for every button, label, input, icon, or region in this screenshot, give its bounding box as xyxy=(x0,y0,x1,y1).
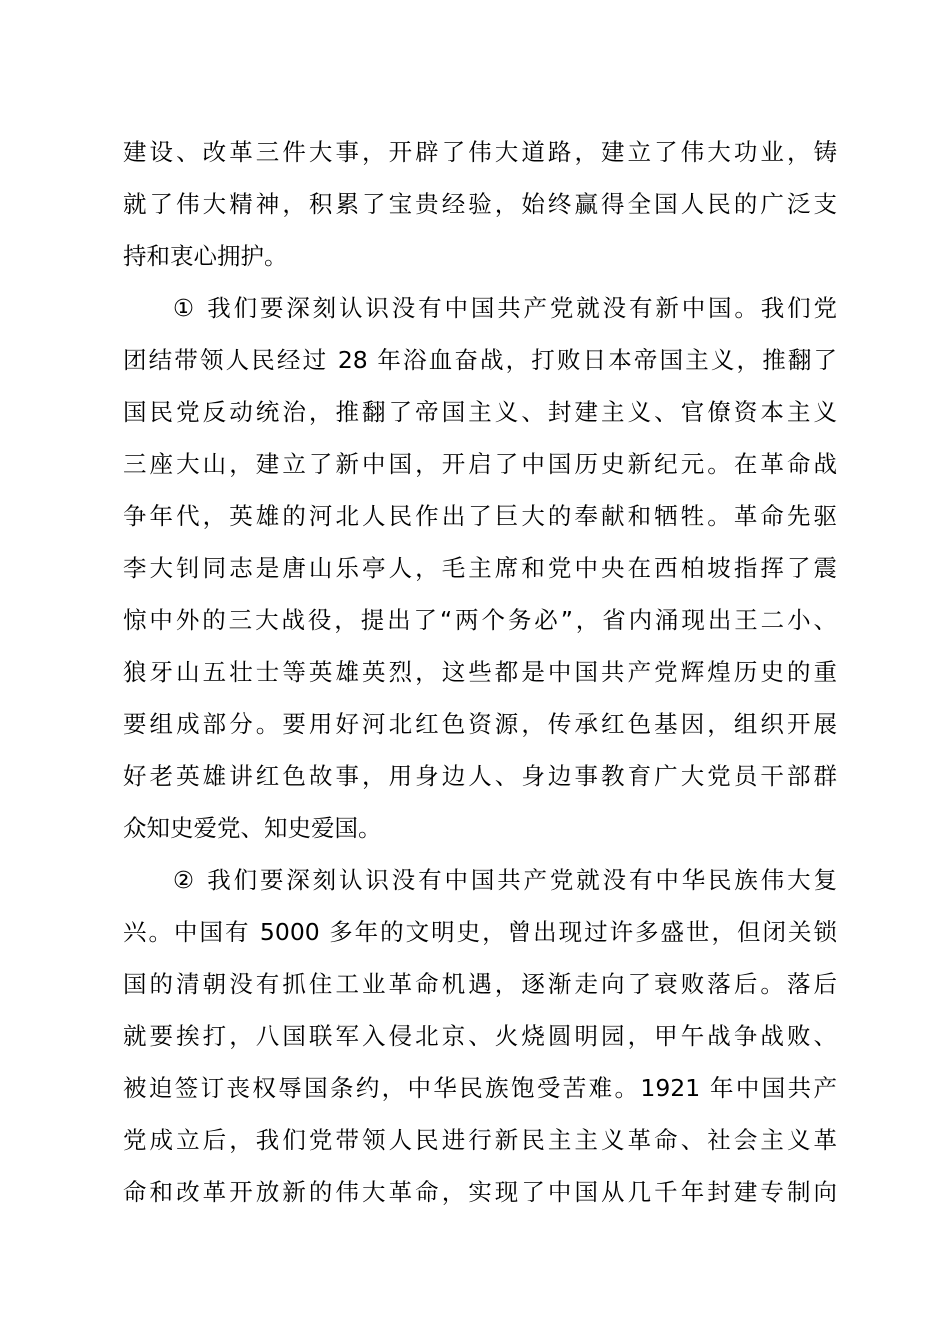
text-line: 党成立后，我们党带领人民进行新民主主义革命、社会主义革 xyxy=(123,1126,837,1154)
paragraph-1 xyxy=(123,126,837,282)
text-line: 李大钊同志是唐山乐亭人，毛主席和党中央在西柏坡指挥了震 xyxy=(123,554,837,582)
text-line: 命和改革开放新的伟大革命，实现了中国从几千年封建专制向 xyxy=(123,1178,837,1206)
text-line: 就要挨打，八国联军入侵北京、火烧圆明园，甲午战争战败、 xyxy=(123,1022,837,1050)
text-line: 就了伟大精神，积累了宝贵经验，始终赢得全国人民的广泛支 xyxy=(123,190,837,218)
text-line: 众知史爱党、知史爱国。 xyxy=(123,814,382,842)
text-line: 持和衷心拥护。 xyxy=(123,242,288,270)
text-line: 建设、改革三件大事，开辟了伟大道路，建立了伟大功业，铸 xyxy=(123,138,837,166)
text-line: 争年代，英雄的河北人民作出了巨大的奉献和牺牲。革命先驱 xyxy=(123,502,837,530)
paragraph-2 xyxy=(123,282,837,854)
text-line: 团结带领人民经过 28 年浴血奋战，打败日本帝国主义，推翻了 xyxy=(123,346,837,374)
text-line: 兴。中国有 5000 多年的文明史，曾出现过许多盛世，但闭关锁 xyxy=(123,918,837,946)
text-line: 惊中外的三大战役，提出了“两个务必”，省内涌现出王二小、 xyxy=(123,606,837,634)
text-line: 狼牙山五壮士等英雄英烈，这些都是中国共产党辉煌历史的重 xyxy=(123,658,837,686)
text-line: 国的清朝没有抓住工业革命机遇，逐渐走向了衰败落后。落后 xyxy=(123,970,837,998)
text-line: ② 我们要深刻认识没有中国共产党就没有中华民族伟大复 xyxy=(173,866,837,894)
text-line: 被迫签订丧权辱国条约，中华民族饱受苦难。1921 年中国共产 xyxy=(123,1074,837,1102)
text-line: 好老英雄讲红色故事，用身边人、身边事教育广大党员干部群 xyxy=(123,762,837,790)
document-body xyxy=(123,126,837,1218)
text-line: ① 我们要深刻认识没有中国共产党就没有新中国。我们党 xyxy=(173,294,837,322)
text-line: 要组成部分。要用好河北红色资源，传承红色基因，组织开展 xyxy=(123,710,837,738)
text-line: 国民党反动统治，推翻了帝国主义、封建主义、官僚资本主义 xyxy=(123,398,837,426)
paragraph-3 xyxy=(123,854,837,1218)
text-line: 三座大山，建立了新中国，开启了中国历史新纪元。在革命战 xyxy=(123,450,837,478)
